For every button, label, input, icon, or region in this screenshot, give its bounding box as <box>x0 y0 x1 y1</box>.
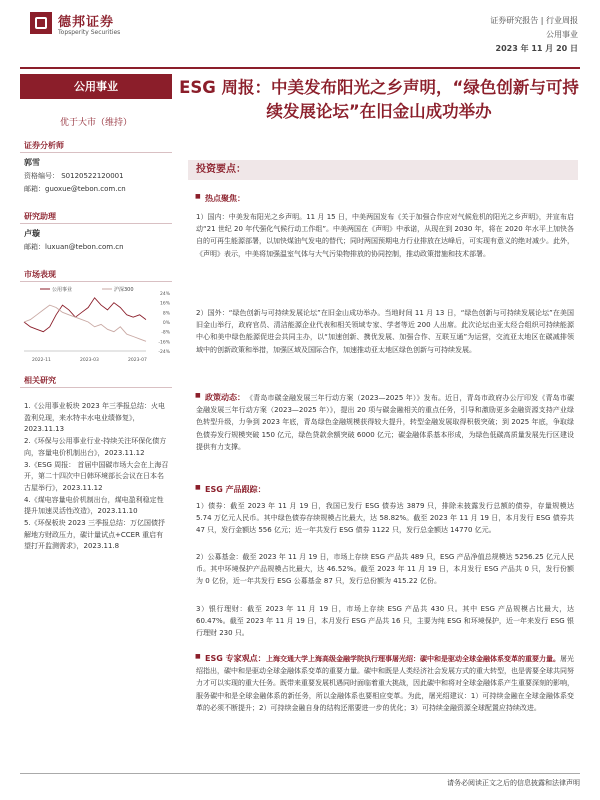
para-funds: 2）公募基金：截至 2023 年 11 月 19 日，市场上存续 ESG 产品共 489 只，ESG 产品净值总规模达 5256.25 亿元人民币。其中环境保护产品规模占比最大，达 46.52%。截至 2023 年 11 月 19 日，本月发行 ESG 产品共 0 只，发行份额为 0 亿份，近一年共发行 ESG 公募基金 87 只，发行总份额为 415.22 亿份。 <box>196 553 574 586</box>
x-tick-label: 2022-11 <box>32 358 51 363</box>
expert-body: 屠光绍指出，碳中和是驱动全球金融体系变革的重要力量。碳中和既是人类经济社会发展方式的重大转型，也是需要全球共同努力才可以实现的重大任务。既带来重要发展机遇同时面临着重大挑战，因此碳中和将对全球金融体系产生重要深刻的影响，服务碳中和是全球金融体系的新任务，所以金融体系也要相应变革。为此，屠光绍建议：1）可持续金融在全球金融体系变革的必须不断提升；2）可持续金融自身的结构还需要进一步的优化；3）可持续金融资源全球配置应持续改进。 <box>196 655 574 712</box>
esg-label: ■ ESG 产品跟踪： <box>205 484 266 495</box>
related-heading: 相关研究 <box>24 376 56 385</box>
y-tick-label: -8% <box>161 330 170 336</box>
rating: 优于大市（维持） <box>59 118 132 128</box>
divider <box>20 152 172 153</box>
analyst-cert: 资格编号： S0120522120001 <box>24 172 124 180</box>
hot-label: ■ 热点聚焦： <box>205 193 245 204</box>
logo-en: Topsperity Securities <box>58 29 121 36</box>
related-item[interactable]: 2.《环保与公用事业行业-持续关注环保化债方向，容量电价机制出台》，2023.11.12 <box>24 437 167 457</box>
related-list <box>24 401 170 553</box>
para-foreign: 2）国外：“绿色创新与可持续发展论坛”在旧金山成功举办。当地时间 11 月 13 日，“绿色创新与可持续发展论坛”在美国旧金山举行，政府官员、清洁能源企业代表和相关领域专家、学者等近 200 人出席。此次论坛由亚太经合组织可持续能源中心和美中绿色能源促进会共同主办，以“加速创新、携优发展、加强合作、互联互通”为运营，交流亚太地区在碳减排领域中的创新政策和举措，加强区域及国际合作，加速推动亚太地区绿色创新与可持续发展。 <box>196 309 574 354</box>
legend-label: 公用事业 <box>52 287 73 293</box>
series-line <box>24 298 146 332</box>
logo-name: 德邦证券 <box>58 15 115 30</box>
x-tick-label: 2023-07 <box>128 358 147 363</box>
footer-disclaimer[interactable]: 请务必阅读正文之后的信息披露和法律声明 <box>447 779 580 787</box>
related-item[interactable]: 3.《ESG 周报： 首届中国碳市场大会在上海召开，第二十四次中日韩环境部长会议在日本名古屋举行》，2023.11.12 <box>24 460 169 492</box>
analyst-heading: 证券分析师 <box>24 141 64 150</box>
sector-label: 公用事业 <box>20 74 172 99</box>
assistant-heading: 研究助理 <box>24 212 56 221</box>
series-line <box>24 305 146 341</box>
analyst-name: 郭雪 <box>24 158 40 167</box>
expert-highlight: 上海交通大学上海高级金融学院执行理事屠光绍：碳中和是驱动全球金融体系变革的重要力量。 <box>266 655 560 663</box>
para-expert <box>196 653 574 714</box>
assistant-name: 卢璇 <box>24 229 40 238</box>
footer-divider <box>20 773 580 774</box>
header-industry: 公用事业 <box>546 30 578 39</box>
related-item[interactable]: 4.《煤电容量电价机制出台，煤电盈利稳定性提升加速灵活性改造》，2023.11.10 <box>24 495 164 516</box>
invest-label: 投资要点： <box>196 164 246 175</box>
y-tick-label: 8% <box>162 311 170 317</box>
header-meta <box>490 14 578 56</box>
para-bonds: 1）债券：截至 2023 年 11 月 19 日，我国已发行 ESG 债券达 3879 只，排除未披露发行总额的债券，存量规模达 5.74 万亿元人民币。其中绿色债券存续规模占比最大，达 58.82%。截至 2023 年 11 月 19 日，本月发行 ESG 债券共 47 只，发行金额达 556 亿元；近一年共发行 ESG 债券 1122 只，发行总金额达 14770 亿元。 <box>196 502 574 535</box>
divider <box>20 387 172 388</box>
market-heading: 市场表现 <box>24 270 56 279</box>
market-chart <box>20 285 172 365</box>
report-type: 证券研究报告 | 行业周报 <box>490 16 578 25</box>
report-date: 2023 年 11 月 20 日 <box>495 44 578 53</box>
divider <box>20 281 172 282</box>
policy-label: ■ 政策动态： <box>205 392 245 403</box>
para-domestic: 1）国内：中美发布阳光之乡声明。11 月 15 日，中美两国发布《关于加强合作应对气候危机的阳光之乡声明》，并宣布启动“21 世纪 20 年代强化气候行动工作组”。中美两国在《声明》中承诺，从现在到 2030 年，将在 2020 年水平上加快各自的可再生能源部署，以加快煤油气发电的替代；同时两国预期电力行业排放在达峰后，可实现有意义的绝对减少。此外，《声明》表示，中美将加强温室气体与大气污染物排放的协同控制，推动政策措施和技术部署。 <box>196 213 574 258</box>
y-tick-label: 0% <box>162 321 170 326</box>
para-policy: 《青岛市碳金融发展三年行动方案（2023—2025 年）》发布。近日，青岛市政府办公厅印发《青岛市碳金融发展三年行动方案（2023—2025 年）》，提出 20 项与碳金融相关的重点任务，引导和激励更多金融资源支持产业绿色转型升级，力争到 2023 年底，青岛绿色金融规模获得较大提升，转型金融发展取得积极突破；到 2025 年底，争取绿色债券发行规模突破 150 亿元，绿色贷款余额突破 6000 亿元；碳金融体系基本形成，为绿色低碳高质量发展先行区建设提供有力支撑。 <box>196 394 574 451</box>
header-divider <box>20 67 580 69</box>
para-wealth: 3）银行理财：截至 2023 年 11 月 19 日，市场上存续 ESG 产品共 430 只。其中 ESG 产品规模占比最大，达 60.47%。截至 2023 年 11 月 19 日，本月发行 ESG 产品共 16 只，主要为纯 ESG 和环境保护，近一年来发行 ESG 银行理财 230 只。 <box>196 605 574 638</box>
related-item[interactable]: 5.《环保板块 2023 三季报总结：万亿国债抒解地方财政压力，碳计量试点+CCER 重启有望打开监测需求》，2023.11.8 <box>24 519 165 551</box>
logo-icon <box>30 12 52 34</box>
y-tick-label: 24% <box>159 292 170 297</box>
expert-label: ■ ESG 专家观点： <box>205 653 266 664</box>
legend-label: 沪深300 <box>114 287 134 293</box>
report-title: ESG 周报：中美发布阳光之乡声明，“绿色创新与可持续发展论坛”在旧金山成功举办 <box>179 78 579 121</box>
divider <box>20 223 172 224</box>
y-tick-label: -16% <box>158 340 170 346</box>
y-tick-label: -24% <box>158 350 170 355</box>
assistant-email[interactable]: 邮箱：luxuan@tebon.com.cn <box>24 243 124 251</box>
invest-bar <box>188 160 578 180</box>
related-item[interactable]: 1.《公用事业板块 2023 年三季报总结：火电盈利兑现，来水特丰水电业绩修复》，2023.11.13 <box>24 402 165 434</box>
y-tick-label: 16% <box>159 301 170 307</box>
analyst-email[interactable]: 邮箱：guoxue@tebon.com.cn <box>24 185 126 193</box>
x-tick-label: 2023-03 <box>80 358 99 363</box>
chart-lines <box>24 298 146 342</box>
